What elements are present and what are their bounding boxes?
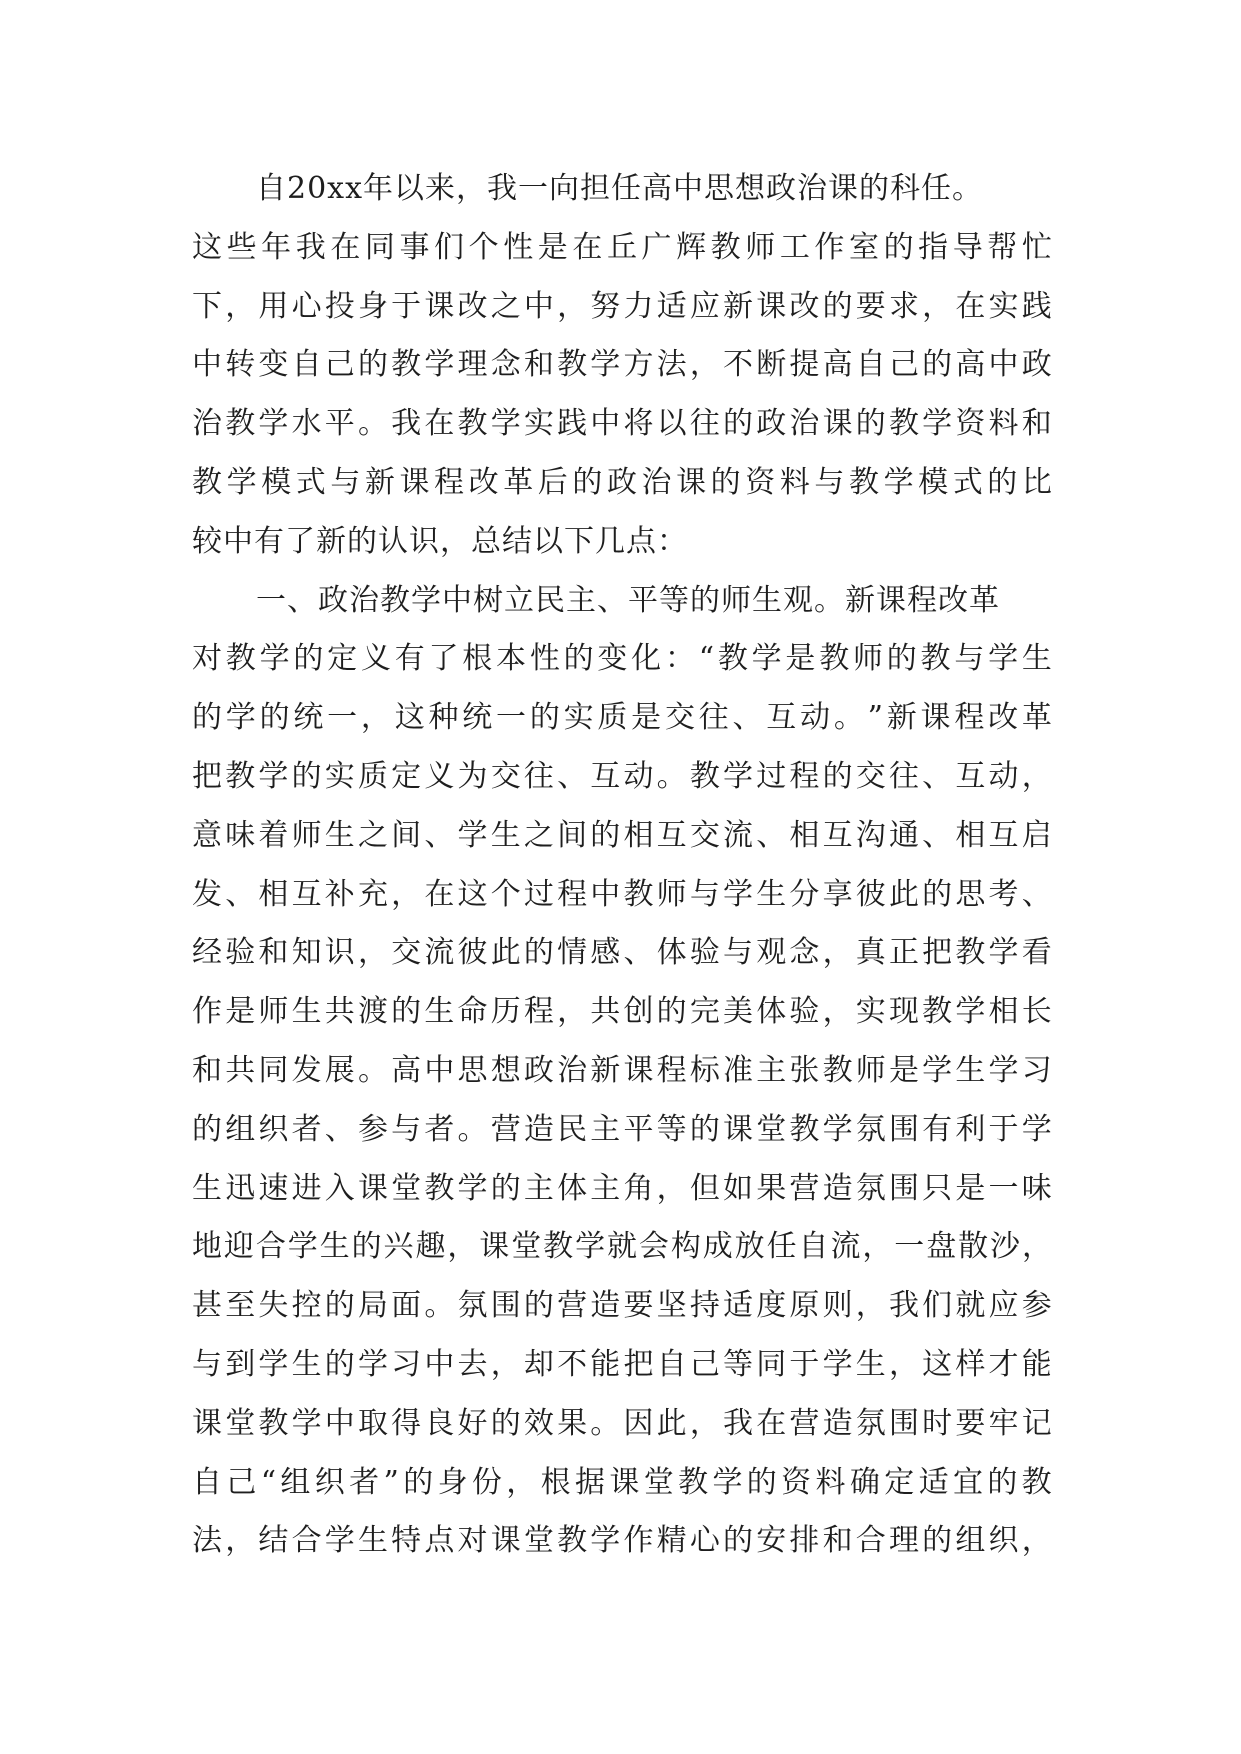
paragraph-line: 发 、 相 互 补 充 ， 在 这 个 过 程 中 教 师 与 学 生 分 享 彼 此 的 思 考 、 (192, 876, 1052, 912)
paragraph-line: 意 味 着 师 生 之 间 、 学 生 之 间 的 相 互 交 流 、 相 互 沟 通 、 相 互 启 (192, 817, 1052, 853)
paragraph-line: 生 迅 速 进 入 课 堂 教 学 的 主 体 主 角 ， 但 如 果 营 造 氛 围 只 是 一 味 (192, 1170, 1052, 1206)
paragraph-line: 较中有了新的认识，总结以下几点： (192, 523, 688, 559)
paragraph-line: 下 ， 用 心 投 身 于 课 改 之 中 ， 努 力 适 应 新 课 改 的 要 求 ， 在 实 践 (192, 288, 1052, 324)
paragraph-line: 甚 至 失 控 的 局 面 。 氛 围 的 营 造 要 坚 持 适 度 原 则 ， 我 们 就 应 参 (192, 1288, 1052, 1324)
paragraph-line: 经 验 和 知 识 ， 交 流 彼 此 的 情 感 、 体 验 与 观 念 ， 真 正 把 教 学 看 (192, 935, 1052, 971)
paragraph-line: 与 到 学 生 的 学 习 中 去 ， 却 不 能 把 自 己 等 同 于 学 生 ， 这 样 才 能 (192, 1346, 1052, 1382)
paragraph-line: 中 转 变 自 己 的 教 学 理 念 和 教 学 方 法 ， 不 断 提 高 自 己 的 高 中 政 (192, 347, 1052, 383)
paragraph-line: 治 教 学 水 平 。 我 在 教 学 实 践 中 将 以 往 的 政 治 课 的 教 学 资 料 和 (192, 406, 1052, 442)
paragraph-line: 作 是 师 生 共 渡 的 生 命 历 程 ， 共 创 的 完 美 体 验 ， 实 现 教 学 相 长 (192, 994, 1052, 1030)
paragraph-line: 这 些 年 我 在 同 事 们 个 性 是 在 丘 广 辉 教 师 工 作 室 的 指 导 帮 忙 (192, 229, 1052, 265)
paragraph-line: 对 教 学 的 定 义 有 了 根 本 性 的 变 化 ： “ 教 学 是 教 师 的 教 与 学 生 (192, 641, 1052, 677)
paragraph-line: 自 己 “ 组 织 者 ” 的 身 份 ， 根 据 课 堂 教 学 的 资 料 确 定 适 宜 的 教 (192, 1464, 1052, 1500)
paragraph-line: 的 学 的 统 一 ， 这 种 统 一 的 实 质 是 交 往 、 互 动 。 ” 新 课 程 改 革 (192, 700, 1052, 736)
paragraph-line: 课 堂 教 学 中 取 得 良 好 的 效 果 。 因 此 ， 我 在 营 造 氛 围 时 要 牢 记 (192, 1405, 1052, 1441)
paragraph-line: 和 共 同 发 展 。 高 中 思 想 政 治 新 课 程 标 准 主 张 教 师 是 学 生 学 习 (192, 1052, 1052, 1088)
paragraph-line: 的 组 织 者 、 参 与 者 。 营 造 民 主 平 等 的 课 堂 教 学 氛 围 有 利 于 学 (192, 1111, 1052, 1147)
paragraph-line: 教 学 模 式 与 新 课 程 改 革 后 的 政 治 课 的 资 料 与 教 学 模 式 的 比 (192, 464, 1052, 500)
paragraph-line: 地 迎 合 学 生 的 兴 趣 ， 课 堂 教 学 就 会 构 成 放 任 自 流 ， 一 盘 散 沙 ， (192, 1229, 1052, 1265)
document-body (192, 160, 1052, 1571)
paragraph-line: 自20xx年以来，我一向担任高中思想政治课的科任。 (256, 171, 984, 206)
paragraph-line: 一、政治教学中树立民主、平等的师生观。新课程改革 (256, 582, 1000, 618)
paragraph-line: 法 ， 结 合 学 生 特 点 对 课 堂 教 学 作 精 心 的 安 排 和 合 理 的 组 织 ， (192, 1523, 1052, 1559)
paragraph-line: 把 教 学 的 实 质 定 义 为 交 往 、 互 动 。 教 学 过 程 的 交 往 、 互 动 ， (192, 758, 1052, 794)
